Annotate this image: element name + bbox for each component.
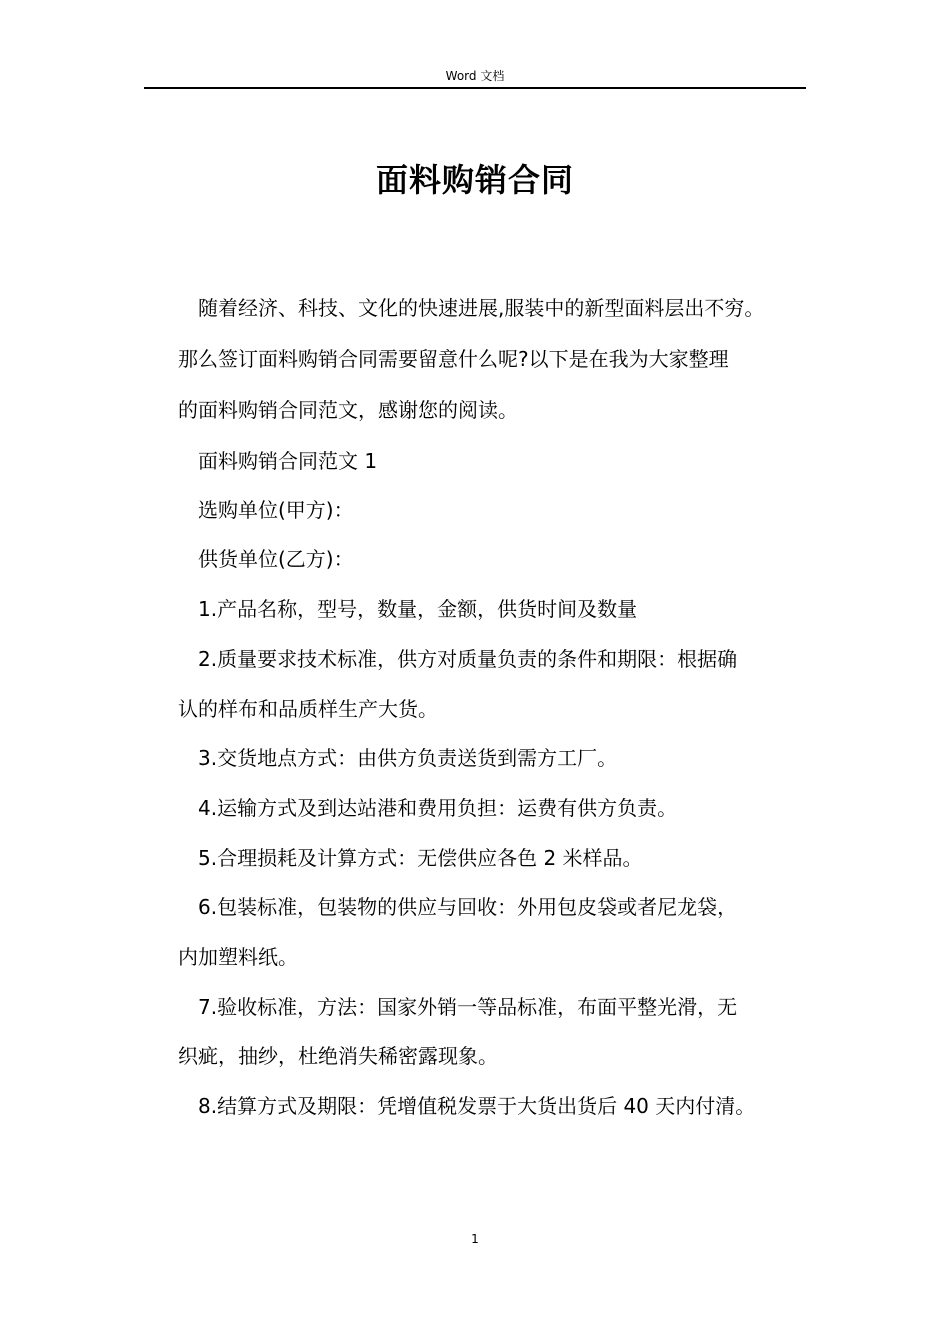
supplier-party: 供货单位(乙方)： (198, 547, 354, 571)
contract-subtitle: 面料购销合同范文 1 (198, 449, 378, 473)
intro-line-3: 的面料购销合同范文，感谢您的阅读。 (178, 398, 518, 422)
document-title: 面料购销合同 (375, 161, 574, 199)
clause-4: 4.运输方式及到达站港和费用负担：运费有供方负责。 (198, 796, 678, 820)
clause-7-line-2: 织疵，抽纱，杜绝消失稀密露现象。 (178, 1044, 498, 1068)
page-header: Word 文档 (445, 69, 505, 83)
clause-6-line-2: 内加塑料纸。 (178, 945, 298, 969)
clause-3: 3.交货地点方式：由供方负责送货到需方工厂。 (198, 746, 618, 770)
clause-7-line-1: 7.验收标准，方法：国家外销一等品标准，布面平整光滑，无 (198, 995, 738, 1019)
intro-line-1: 随着经济、科技、文化的快速进展,服装中的新型面料层出不穷。 (198, 296, 765, 320)
clause-5: 5.合理损耗及计算方式：无偿供应各色 2 米样品。 (198, 846, 643, 870)
clause-8: 8.结算方式及期限：凭增值税发票于大货出货后 40 天内付清。 (198, 1094, 756, 1118)
clause-1: 1.产品名称，型号，数量，金额，供货时间及数量 (198, 597, 638, 621)
header-divider (144, 87, 806, 89)
clause-6-line-1: 6.包装标准，包装物的供应与回收：外用包皮袋或者尼龙袋， (198, 895, 738, 919)
intro-line-2: 那么签订面料购销合同需要留意什么呢?以下是在我为大家整理 (178, 347, 729, 371)
clause-2-line-1: 2.质量要求技术标准，供方对质量负责的条件和期限：根据确 (198, 647, 738, 671)
page-number: 1 (471, 1232, 479, 1246)
clause-2-line-2: 认的样布和品质样生产大货。 (178, 697, 438, 721)
buyer-party: 选购单位(甲方)： (198, 498, 354, 522)
